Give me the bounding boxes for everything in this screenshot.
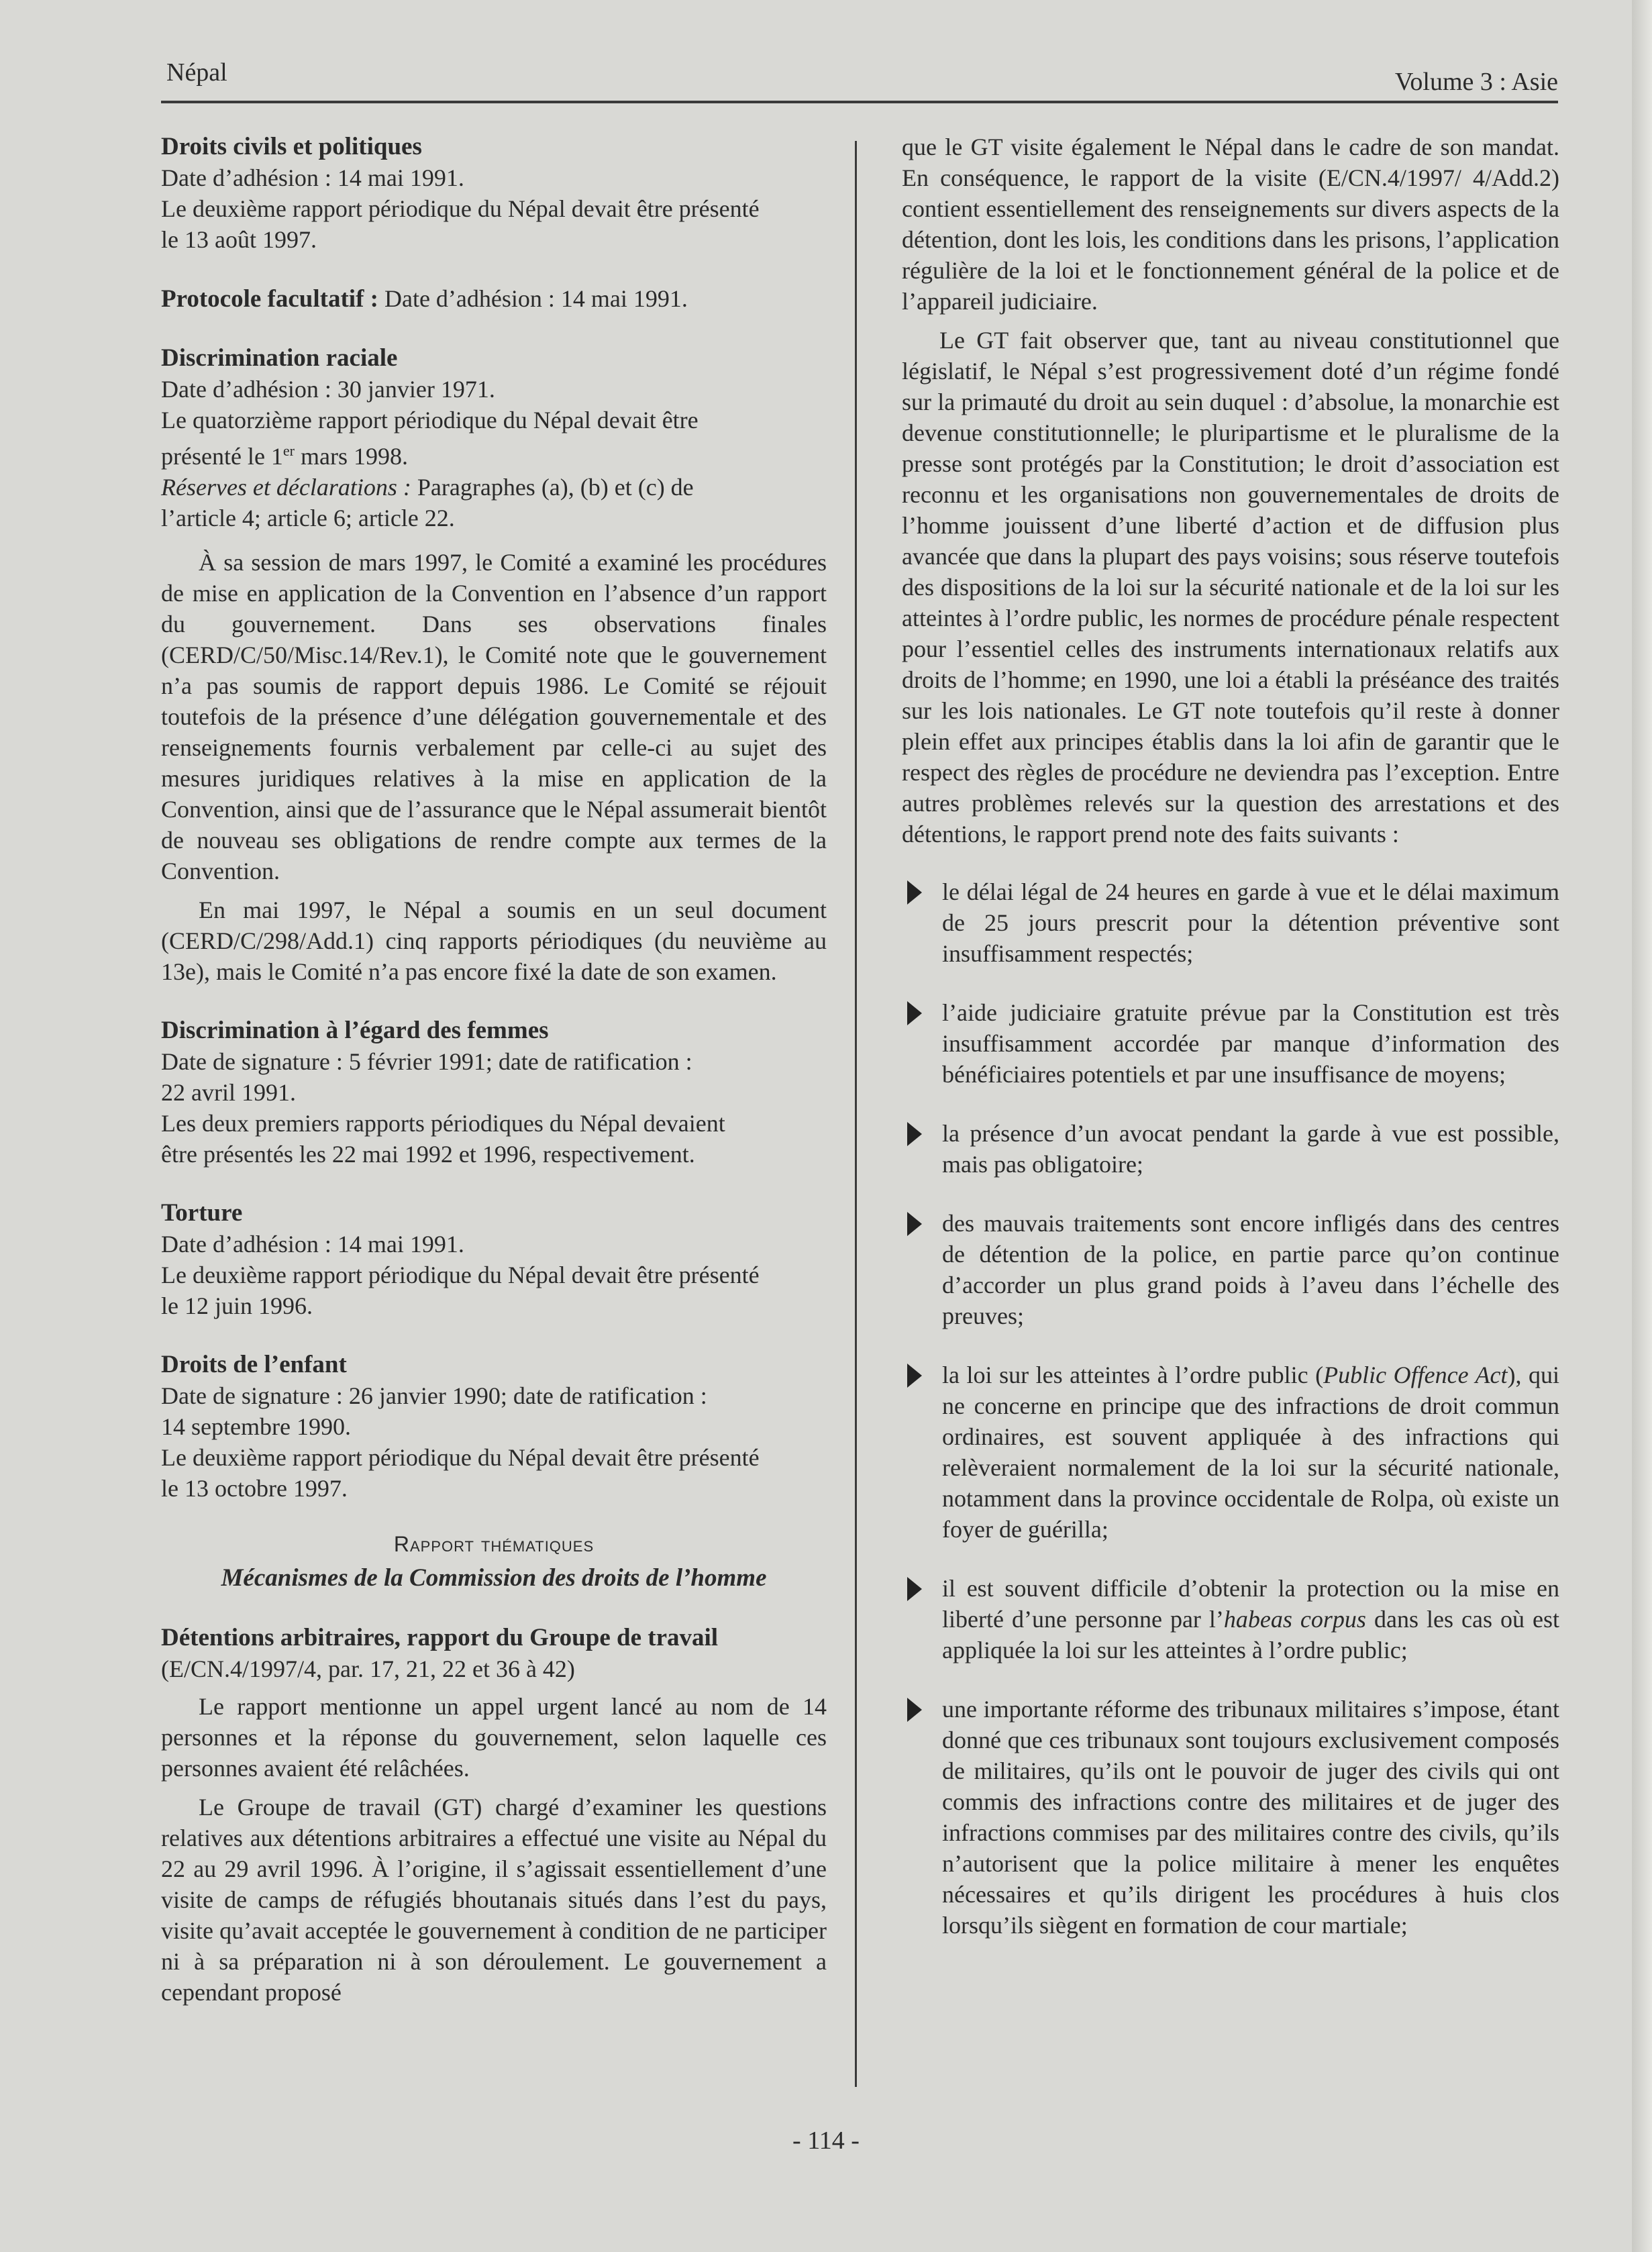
- list-item: [902, 1208, 1559, 1331]
- section-civil-political: [161, 132, 827, 255]
- act-name: Public Offence Act: [1323, 1362, 1508, 1388]
- text-line: Le quatorzième rapport périodique du Népal devait être: [161, 407, 699, 433]
- text-line: (E/CN.4/1997/4, par. 17, 21, 22 et 36 à 42): [161, 1655, 575, 1682]
- left-column: [161, 132, 827, 2008]
- list-item: [902, 876, 1559, 969]
- column-divider: [855, 141, 857, 2087]
- list-item-text: la loi sur les atteintes à l’ordre public (: [942, 1362, 1324, 1388]
- section-child-rights: [161, 1349, 827, 1504]
- page-edge-shadow: [1632, 0, 1652, 2252]
- list-item-text: une importante réforme des tribunaux militaires s’impose, étant donné que ces tribunaux sont toujours exclusivement composés de militaires, qu’ils ont le pouvoir de juger des civils qui ont commis des infractions contre des militaires et de juger des infractions commises par des militaires contre des civils, qu’ils n’autorisent que la police militaire à mener les enquêtes nécessaires et qu’ils dirigent les procédures à huis clos lorsqu’ils siègent en formation de cour martiale;: [942, 1696, 1559, 1939]
- text-span: Paragraphes (a), (b) et (c) de: [411, 474, 694, 501]
- list-item-text: il est souvent difficile d’obtenir la protection ou la mise en liberté d’une personne par l’: [942, 1575, 1559, 1633]
- triangle-bullet-icon: [907, 880, 922, 905]
- triangle-bullet-icon: [907, 1364, 922, 1388]
- text-line: 14 septembre 1990.: [161, 1413, 351, 1440]
- text-span: présenté le 1: [161, 443, 283, 470]
- list-item: [902, 1694, 1559, 1941]
- triangle-bullet-icon: [907, 1698, 922, 1722]
- text-line: Le deuxième rapport périodique du Népal devait être présenté: [161, 195, 760, 222]
- triangle-bullet-icon: [907, 1577, 922, 1601]
- right-column: [902, 132, 1559, 1941]
- list-item-text: l’aide judiciaire gratuite prévue par la Constitution est très insuffisamment accordée par manque d’information des bénéficiaires potentiels et par une insuffisance de moyens;: [942, 999, 1559, 1088]
- text-line: le 12 juin 1996.: [161, 1292, 313, 1319]
- triangle-bullet-icon: [907, 1212, 922, 1236]
- text-line: être présentés les 22 mai 1992 et 1996, respectivement.: [161, 1141, 695, 1168]
- text-line: l’article 4; article 6; article 22.: [161, 505, 455, 531]
- header-volume: Volume 3 : Asie: [1394, 68, 1558, 96]
- text-line: Le deuxième rapport périodique du Népal devait être présenté: [161, 1262, 760, 1288]
- paragraph: Le rapport mentionne un appel urgent lancé au nom de 14 personnes et la réponse du gouvernement, selon laquelle ces personnes avaient été relâchées.: [161, 1693, 827, 1782]
- thematic-title: Rapport thématiques: [393, 1532, 595, 1556]
- list-item-text: le délai légal de 24 heures en garde à vue et le délai maximum de 25 jours prescrit pour la détention préventive sont insuffisamment respectés;: [942, 878, 1559, 967]
- paragraph: Le GT fait observer que, tant au niveau constitutionnel que législatif, le Népal s’est progressivement doté d’un régime fondé sur la primauté du droit au sein duquel : d’absolue, la monarchie est devenue constitutionnelle; le pluripartisme et le pluralisme de la presse sont protégés par la Constitution; le droit d’association est reconnu et les organisations non gouvernementales de droits de l’homme jouissent d’une liberté d’action et de diffusion plus avancée que dans la plupart des pays voisins; sous réserve toutefois des dispositions de la loi sur la sécurité nationale et de la loi sur les atteintes à l’ordre public, les normes de procédure pénale respectent pour l’essentiel celles des instruments internationaux relatifs aux droits de l’homme; en 1990, une loi a établi la préséance des traités sur les lois nationales. Le GT note toutefois qu’il reste à donner plein effet aux principes établis dans la loi afin de garantir que le respect des règles de procédure ne deviendra pas l’exception. Entre autres problèmes relevés sur la question des arrestations et des détentions, le rapport prend note des faits suivants :: [902, 327, 1559, 848]
- findings-list: [902, 876, 1559, 1941]
- section-arbitrary-detention: [161, 1623, 827, 2008]
- paragraph: À sa session de mars 1997, le Comité a examiné les procédures de mise en application de la Convention en l’absence d’un rapport du gouvernement. Dans ses observations finales (CERD/C/50/Misc.14/Rev.1), le Comité note que le gouvernement n’a pas soumis de rapport depuis 1986. Le Comité se réjouit toutefois de la présence d’une délégation gouvernementale et des renseignements fournis verbalement par celle-ci au sujet des mesures juridiques relatives à la mise en application de la Convention, ainsi que de l’assurance que le Népal assumerait bientôt de nouveau ses obligations de rendre compte aux termes de la Convention.: [161, 549, 827, 884]
- triangle-bullet-icon: [907, 1001, 922, 1025]
- text-line: Date d’adhésion : 14 mai 1991.: [161, 1231, 464, 1258]
- list-item: [902, 997, 1559, 1090]
- text-line: Date d’adhésion : 14 mai 1991.: [161, 164, 464, 191]
- text-line: [161, 283, 827, 315]
- text-line: Date de signature : 5 février 1991; date de ratification :: [161, 1048, 692, 1075]
- section-optional-protocol: [161, 283, 827, 315]
- section-torture: [161, 1198, 827, 1321]
- section-women-discrimination: [161, 1015, 827, 1170]
- list-item: [902, 1360, 1559, 1545]
- text-line: Date d’adhésion : 30 janvier 1971.: [161, 376, 495, 403]
- text-span: mars 1998.: [295, 443, 408, 470]
- text-line: Date de signature : 26 janvier 1990; date de ratification :: [161, 1382, 707, 1409]
- thematic-reports: [161, 1532, 827, 1594]
- text-line: [161, 472, 827, 503]
- section-heading: Discrimination raciale: [161, 344, 398, 372]
- latin-term: habeas corpus: [1223, 1606, 1366, 1633]
- text-span: Date d’adhésion : 14 mai 1991.: [378, 285, 688, 312]
- list-item: [902, 1573, 1559, 1666]
- text-line: le 13 août 1997.: [161, 226, 317, 253]
- list-item: [902, 1118, 1559, 1180]
- text-line: Le deuxième rapport périodique du Népal devait être présenté: [161, 1444, 760, 1471]
- text-line: [161, 436, 827, 472]
- paragraph: En mai 1997, le Népal a soumis en un seul document (CERD/C/298/Add.1) cinq rapports périodiques (du neuvième au 13e), mais le Comité n’a pas encore fixé la date de son examen.: [161, 897, 827, 985]
- superscript: er: [282, 442, 295, 459]
- list-item-text: la présence d’un avocat pendant la garde à vue est possible, mais pas obligatoire;: [942, 1120, 1559, 1178]
- list-item-text: dans les cas où est appliquée la loi sur les atteintes à l’ordre public;: [942, 1606, 1559, 1664]
- paragraph: Le Groupe de travail (GT) chargé d’examiner les questions relatives aux détentions arbitraires a effectué une visite au Népal du 22 au 29 avril 1996. À l’origine, il s’agissait essentiellement d’une visite de camps de réfugiés bhoutanais situés dans l’est du pays, visite qu’avait acceptée le gouvernement à condition de ne participer ni à sa préparation ni à son déroulement. Le gouvernement a cependant proposé: [161, 1794, 827, 2006]
- section-heading: Discrimination à l’égard des femmes: [161, 1017, 549, 1044]
- section-heading: Torture: [161, 1199, 243, 1227]
- text-line: le 13 octobre 1997.: [161, 1475, 348, 1502]
- list-item-text: des mauvais traitements sont encore infligés dans des centres de détention de la police, en partie parce qu’on continue d’accorder un plus grand poids à l’aveu dans l’échelle des preuves;: [942, 1210, 1559, 1329]
- section-heading: Détentions arbitraires, rapport du Groupe de travail: [161, 1624, 719, 1651]
- text-line: Les deux premiers rapports périodiques du Népal devaient: [161, 1110, 725, 1137]
- section-heading: Protocole facultatif :: [161, 285, 378, 313]
- reserves-label: Réserves et déclarations :: [161, 474, 411, 501]
- section-heading: Droits de l’enfant: [161, 1351, 347, 1378]
- thematic-subtitle: Mécanismes de la Commission des droits de l’homme: [221, 1564, 767, 1592]
- thematic-title-wrap: [161, 1532, 827, 1557]
- list-item-text: ), qui ne concerne en principe que des infractions de droit commun ordinaires, est souvent appliquée à des infractions qui relèveraient normalement de la loi sur la sécurité nationale, notamment dans la province occidentale de Rolpa, où existe un foyer de guérilla;: [942, 1362, 1559, 1543]
- page-number: - 114 -: [792, 2127, 860, 2155]
- header-country: Népal: [166, 58, 227, 87]
- paragraph: que le GT visite également le Népal dans le cadre de son mandat. En conséquence, le rapport de la visite (E/CN.4/1997/ 4/Add.2) contient essentiellement des renseignements sur divers aspects de la détention, dont les lois, les conditions dans les prisons, l’application régulière de la loi et le fonctionnement général de la police et de l’appareil judiciaire.: [902, 134, 1559, 315]
- text-line: 22 avril 1991.: [161, 1079, 296, 1106]
- section-heading: Droits civils et politiques: [161, 133, 422, 160]
- triangle-bullet-icon: [907, 1122, 922, 1146]
- section-racial-discrimination: [161, 343, 827, 987]
- running-header: [161, 52, 1558, 103]
